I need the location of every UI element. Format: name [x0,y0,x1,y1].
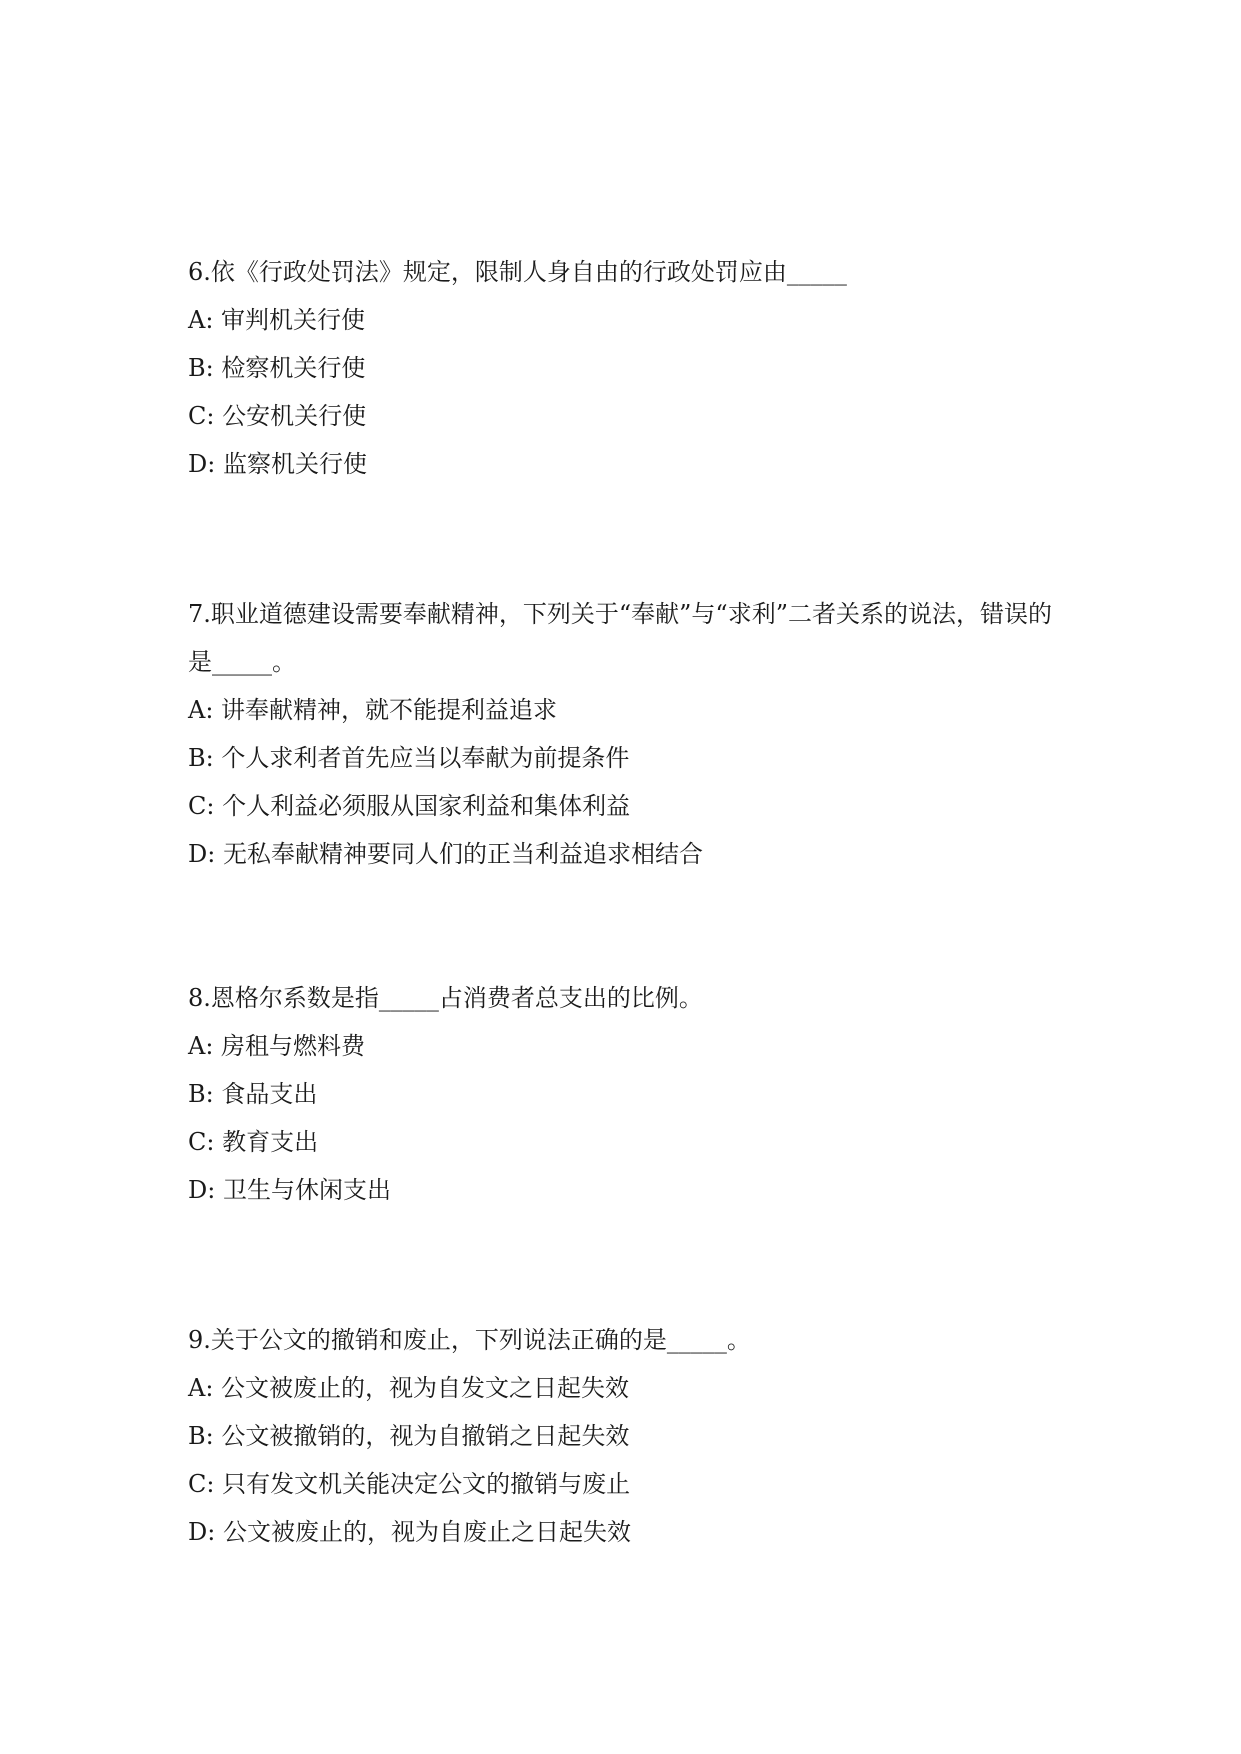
option-c: C: 个人利益必须服从国家利益和集体利益 [188,792,631,820]
question-8 [188,974,1068,1214]
option-b: B: 食品支出 [188,1080,318,1108]
option-d: D: 公文被废止的，视为自废止之日起失效 [188,1518,631,1546]
option-b: B: 检察机关行使 [188,354,366,382]
question-7 [188,590,1068,878]
option-a: A: 审判机关行使 [188,306,366,334]
question-6 [188,248,1068,488]
option-b: B: 公文被撤销的，视为自撤销之日起失效 [188,1422,630,1450]
question-stem: 7.职业道德建设需要奉献精神，下列关于“奉献”与“求利”二者关系的说法，错误的是_____。 [188,600,1052,676]
question-stem: 8.恩格尔系数是指_____占消费者总支出的比例。 [188,984,703,1012]
option-c: C: 只有发文机关能决定公文的撤销与废止 [188,1470,631,1498]
option-b: B: 个人求利者首先应当以奉献为前提条件 [188,744,630,772]
option-a: A: 房租与燃料费 [188,1032,366,1060]
question-9 [188,1316,1068,1556]
question-stem: 6.依《行政处罚法》规定，限制人身自由的行政处罚应由_____ [188,258,847,286]
option-a: A: 讲奉献精神，就不能提利益追求 [188,696,558,724]
option-c: C: 公安机关行使 [188,402,367,430]
option-d: D: 无私奉献精神要同人们的正当利益追求相结合 [188,840,703,868]
option-d: D: 卫生与休闲支出 [188,1176,391,1204]
option-a: A: 公文被废止的，视为自发文之日起失效 [188,1374,630,1402]
option-d: D: 监察机关行使 [188,450,367,478]
question-stem: 9.关于公文的撤销和废止，下列说法正确的是_____。 [188,1326,751,1354]
option-c: C: 教育支出 [188,1128,319,1156]
